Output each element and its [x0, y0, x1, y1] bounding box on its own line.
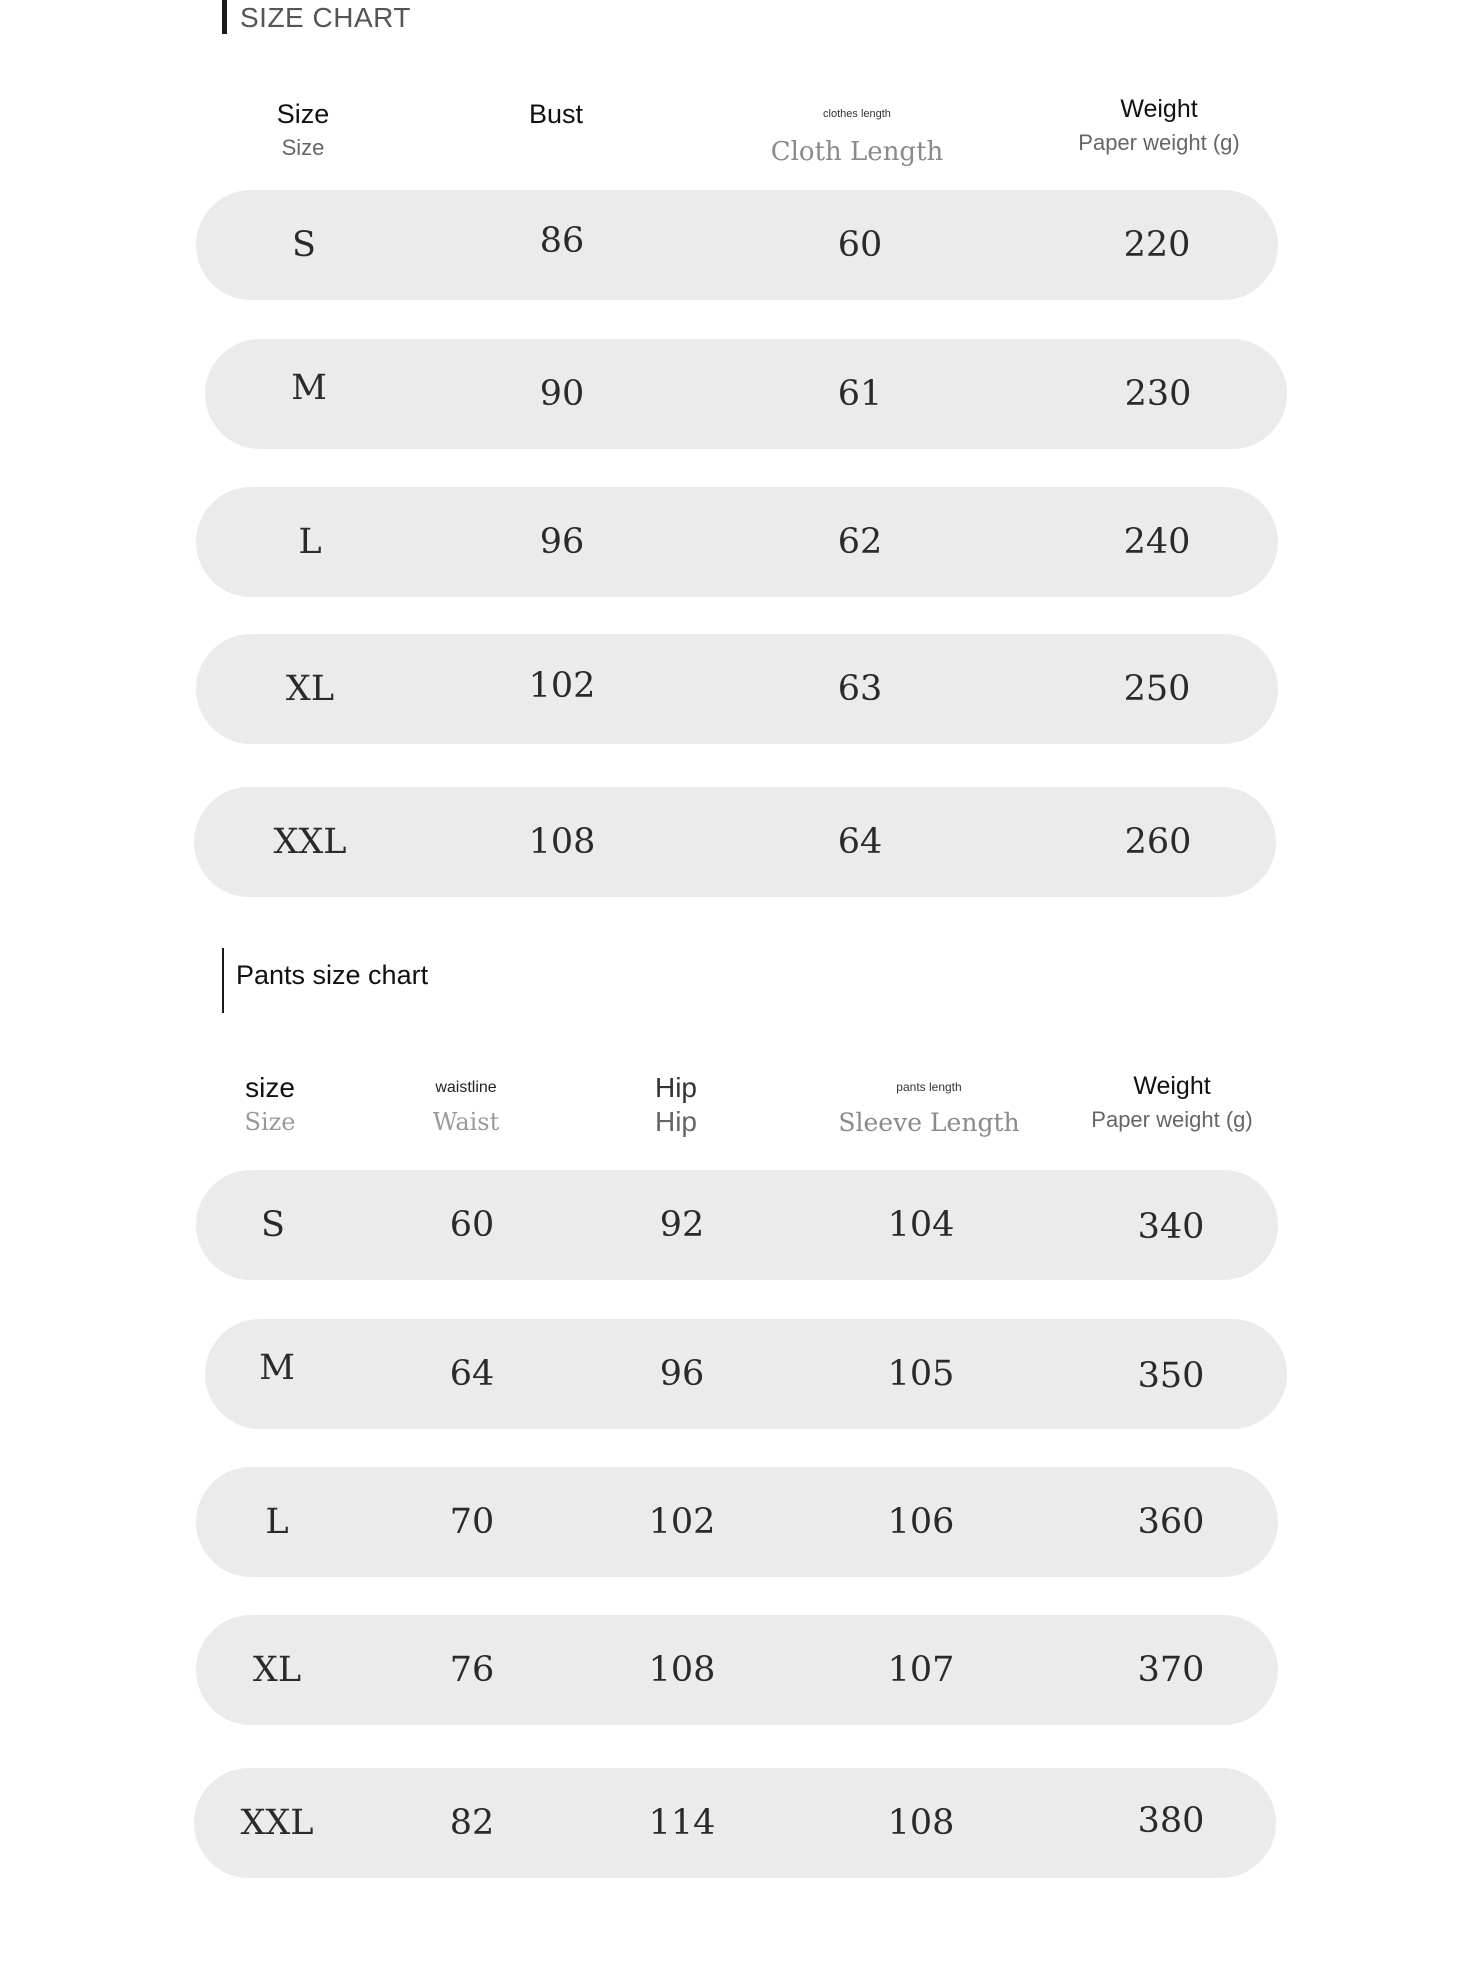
cell-weight: 350: [1137, 1356, 1205, 1396]
cell-length: 63: [837, 669, 883, 709]
cell-hip: 108: [648, 1650, 716, 1690]
header-cloth-length: [771, 106, 944, 169]
cell-size: M: [259, 1348, 295, 1388]
size-chart-title: SIZE CHART: [240, 2, 411, 33]
cell-bust: 96: [539, 522, 585, 562]
cell-weight: 260: [1124, 822, 1192, 862]
table-row: [194, 787, 1276, 897]
header-size-main: Size: [276, 99, 330, 129]
header-cloth-length-tiny: clothes length: [823, 108, 891, 120]
cell-bust: 102: [528, 666, 596, 706]
table-row: [196, 1170, 1278, 1280]
cell-hip: 96: [659, 1354, 705, 1394]
cell-bust: 86: [539, 221, 585, 261]
header-size: [277, 97, 330, 165]
header-size: [245, 1071, 296, 1139]
cell-hip: 102: [648, 1502, 716, 1542]
cell-weight: 370: [1137, 1650, 1205, 1690]
header-waist-tiny: waistline: [435, 1079, 497, 1096]
cell-length: 105: [887, 1354, 955, 1394]
header-hip-main: Hip: [654, 1072, 698, 1103]
header-size-sub: Size: [281, 135, 325, 160]
cell-length: 104: [887, 1205, 955, 1245]
header-weight-sub: Paper weight (g): [1078, 130, 1240, 155]
cell-size: XXL: [273, 822, 347, 862]
cell-size: XL: [252, 1650, 302, 1690]
table-row: [196, 190, 1278, 300]
header-waist-sub: Waist: [432, 1108, 500, 1136]
cell-length: 64: [837, 822, 883, 862]
cell-weight: 220: [1123, 225, 1191, 265]
header-weight-main: Weight: [1133, 1072, 1211, 1100]
table-row: [205, 1319, 1287, 1429]
cell-waist: 76: [449, 1650, 495, 1690]
cell-length: 61: [837, 374, 883, 414]
cell-bust: 108: [528, 822, 596, 862]
header-weight: [1078, 92, 1239, 160]
cell-length: 107: [887, 1650, 955, 1690]
header-weight: [1091, 1069, 1252, 1137]
header-weight-main: Weight: [1120, 95, 1198, 123]
table-row: [205, 339, 1287, 449]
cell-waist: 70: [449, 1502, 495, 1542]
cell-weight: 340: [1137, 1207, 1205, 1247]
header-size-main: size: [245, 1072, 295, 1103]
table-row: [196, 634, 1278, 744]
cell-weight: 240: [1123, 522, 1191, 562]
cell-size: XXL: [240, 1803, 314, 1843]
header-pants-length-tiny: pants length: [896, 1080, 962, 1094]
header-pants-length: [838, 1078, 1019, 1140]
cell-weight: 380: [1137, 1801, 1205, 1841]
header-bust-main: Bust: [528, 99, 584, 129]
cell-weight: 360: [1137, 1502, 1205, 1542]
cell-bust: 90: [539, 374, 585, 414]
header-pants-length-sub: Sleeve Length: [838, 1108, 1020, 1137]
header-waist: [433, 1077, 500, 1139]
cell-size: M: [291, 368, 327, 408]
cell-weight: 230: [1124, 374, 1192, 414]
section-marker-bar: [222, 0, 227, 34]
header-hip: [655, 1071, 697, 1139]
header-weight-sub: Paper weight (g): [1091, 1107, 1253, 1132]
header-size-sub: Size: [244, 1108, 296, 1136]
cell-size: L: [298, 522, 322, 562]
cell-size: S: [261, 1205, 285, 1245]
cell-waist: 60: [449, 1205, 495, 1245]
cell-waist: 82: [449, 1803, 495, 1843]
cell-length: 106: [887, 1502, 955, 1542]
cell-hip: 92: [659, 1205, 705, 1245]
cell-size: S: [292, 225, 316, 265]
table-row: [196, 1615, 1278, 1725]
header-bust: [529, 97, 583, 131]
table-row: [196, 487, 1278, 597]
header-cloth-length-sub: Cloth Length: [770, 137, 944, 167]
table-row: [196, 1467, 1278, 1577]
section-marker-bar: [222, 948, 224, 1013]
cell-length: 108: [887, 1803, 955, 1843]
cell-size: L: [265, 1502, 289, 1542]
cell-size: XL: [285, 669, 335, 709]
table-row: [194, 1768, 1276, 1878]
cell-hip: 114: [648, 1803, 716, 1843]
cell-weight: 250: [1123, 669, 1191, 709]
pants-chart-title: Pants size chart: [236, 960, 429, 990]
header-hip-sub: Hip: [654, 1106, 698, 1137]
cell-length: 62: [837, 522, 883, 562]
cell-length: 60: [837, 225, 883, 265]
cell-waist: 64: [449, 1354, 495, 1394]
